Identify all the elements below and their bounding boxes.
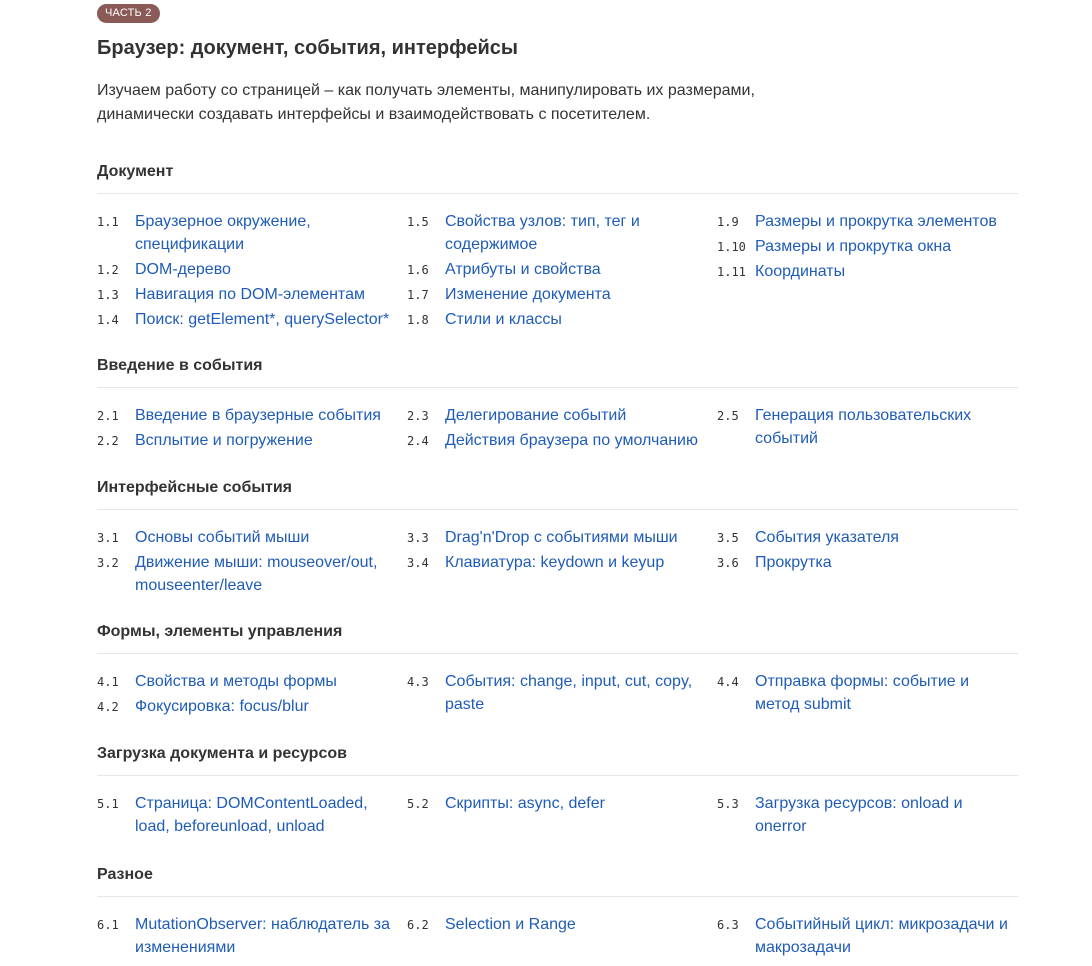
chapter-item <box>97 792 397 838</box>
chapter-number: 4.1 <box>97 675 119 689</box>
chapter-link[interactable]: Клавиатура: keydown и keyup <box>445 554 665 571</box>
section-title: Интерфейсные события <box>97 479 292 496</box>
column-3 <box>717 526 1017 576</box>
chapter-number: 6.2 <box>407 918 429 932</box>
chapter-link[interactable]: Отправка формы: событие и метод submit <box>755 673 970 713</box>
chapter-number: 1.2 <box>97 263 119 277</box>
column-1 <box>97 792 397 840</box>
chapter-item <box>407 283 707 306</box>
section-title: Формы, элементы управления <box>97 623 343 640</box>
chapter-number: 3.4 <box>407 556 429 570</box>
chapter-number: 1.6 <box>407 263 429 277</box>
chapter-link[interactable]: MutationObserver: наблюдатель за изменениями <box>135 916 390 956</box>
chapter-number: 3.3 <box>407 531 429 545</box>
chapter-item <box>97 526 397 549</box>
chapter-link[interactable]: Навигация по DOM-элементам <box>135 286 365 303</box>
column-3 <box>717 404 1017 452</box>
chapter-item <box>407 670 707 716</box>
chapter-link[interactable]: Изменение документа <box>445 286 611 303</box>
column-1 <box>97 404 397 454</box>
chapter-item <box>717 210 1017 233</box>
chapter-number: 4.3 <box>407 675 429 689</box>
section-6 <box>97 864 1018 956</box>
chapter-link[interactable]: Страница: DOMContentLoaded, load, beforeunload, unload <box>135 795 368 835</box>
column-1 <box>97 913 397 961</box>
chapter-link[interactable]: Фокусировка: focus/blur <box>135 698 309 715</box>
chapter-link[interactable]: Атрибуты и свойства <box>445 261 601 278</box>
chapter-item <box>97 404 397 427</box>
section-divider <box>97 387 1018 388</box>
column-3 <box>717 210 1017 285</box>
chapter-link[interactable]: Прокрутка <box>755 554 832 571</box>
chapter-link[interactable]: Свойства узлов: тип, тег и содержимое <box>445 213 640 253</box>
section-2 <box>97 355 1018 449</box>
column-1 <box>97 210 397 333</box>
chapter-number: 3.6 <box>717 556 739 570</box>
chapter-item <box>717 670 1017 716</box>
chapter-link[interactable]: Свойства и методы формы <box>135 673 337 690</box>
chapter-link[interactable]: Размеры и прокрутка окна <box>755 238 952 255</box>
chapter-item <box>717 235 1017 258</box>
chapter-item <box>407 308 707 331</box>
chapter-number: 4.4 <box>717 675 739 689</box>
chapter-link[interactable]: События: change, input, cut, copy, paste <box>445 673 693 713</box>
chapter-number: 2.4 <box>407 434 429 448</box>
chapter-number: 2.1 <box>97 409 119 423</box>
chapter-link[interactable]: Действия браузера по умолчанию <box>445 432 698 449</box>
section-divider <box>97 775 1018 776</box>
chapter-number: 6.1 <box>97 918 119 932</box>
chapter-item <box>407 913 707 936</box>
section-1 <box>97 161 1018 328</box>
chapter-item <box>407 526 707 549</box>
chapter-link[interactable]: События указателя <box>755 529 899 546</box>
chapter-item <box>97 308 397 331</box>
chapter-number: 1.10 <box>717 240 746 254</box>
chapter-link[interactable]: Событийный цикл: микрозадачи и макрозадачи <box>755 916 1008 956</box>
chapter-item <box>97 913 397 959</box>
chapter-item <box>407 258 707 281</box>
chapter-link[interactable]: Стили и классы <box>445 311 562 328</box>
section-5 <box>97 743 1018 835</box>
chapter-item <box>717 260 1017 283</box>
chapter-item <box>717 792 1017 838</box>
chapter-number: 6.3 <box>717 918 739 932</box>
section-divider <box>97 509 1018 510</box>
chapter-link[interactable]: Браузерное окружение, спецификации <box>135 213 311 253</box>
section-title: Разное <box>97 866 153 883</box>
chapter-number: 5.1 <box>97 797 119 811</box>
chapter-link[interactable]: Drag'n'Drop с событиями мыши <box>445 529 678 546</box>
column-2 <box>407 670 707 718</box>
column-1 <box>97 670 397 720</box>
chapter-number: 1.11 <box>717 265 746 279</box>
column-2 <box>407 210 707 333</box>
section-divider <box>97 193 1018 194</box>
chapter-number: 1.4 <box>97 313 119 327</box>
part-title: Браузер: документ, события, интерфейсы <box>97 37 519 59</box>
chapter-item <box>97 258 397 281</box>
chapter-link[interactable]: Координаты <box>755 263 846 280</box>
chapter-item <box>407 551 707 574</box>
chapter-number: 4.2 <box>97 700 119 714</box>
chapter-item <box>717 551 1017 574</box>
column-3 <box>717 670 1017 718</box>
column-2 <box>407 792 707 817</box>
section-3 <box>97 477 1018 594</box>
chapter-number: 5.2 <box>407 797 429 811</box>
chapter-link[interactable]: Генерация пользовательских событий <box>755 407 972 447</box>
column-3 <box>717 913 1017 961</box>
chapter-link[interactable]: Загрузка ресурсов: onload и onerror <box>755 795 963 835</box>
chapter-link[interactable]: Скрипты: async, defer <box>445 795 605 812</box>
chapter-number: 3.1 <box>97 531 119 545</box>
chapter-number: 5.3 <box>717 797 739 811</box>
chapter-link[interactable]: Всплытие и погружение <box>135 432 313 449</box>
part-intro: Изучаем работу со страницей – как получать элементы, манипулировать их размерами, динамически создавать интерфейсы и взаимодействовать с посетителем. <box>97 82 755 123</box>
chapter-item <box>407 404 707 427</box>
chapter-link[interactable]: Поиск: getElement*, querySelector* <box>135 311 390 328</box>
chapter-item <box>97 670 397 693</box>
chapter-item <box>717 404 1017 450</box>
section-title: Загрузка документа и ресурсов <box>97 745 347 762</box>
chapter-link[interactable]: DOM-дерево <box>135 261 231 278</box>
chapter-item <box>407 429 707 452</box>
chapter-item <box>407 792 707 815</box>
section-title: Документ <box>97 163 174 180</box>
chapter-link[interactable]: Selection и Range <box>445 916 576 933</box>
chapter-link[interactable]: Введение в браузерные события <box>135 407 381 424</box>
section-divider <box>97 896 1018 897</box>
chapter-number: 2.2 <box>97 434 119 448</box>
part-badge: ЧАСТЬ 2 <box>97 4 160 23</box>
chapter-link[interactable]: Размеры и прокрутка элементов <box>755 213 997 230</box>
section-4 <box>97 621 1018 715</box>
chapter-number: 2.5 <box>717 409 739 423</box>
chapter-item <box>717 526 1017 549</box>
column-2 <box>407 913 707 938</box>
chapter-number: 1.9 <box>717 215 739 229</box>
chapter-item <box>97 695 397 718</box>
column-2 <box>407 404 707 454</box>
chapter-number: 3.5 <box>717 531 739 545</box>
chapter-number: 2.3 <box>407 409 429 423</box>
chapter-link[interactable]: Делегирование событий <box>445 407 627 424</box>
chapter-number: 1.1 <box>97 215 119 229</box>
column-3 <box>717 792 1017 840</box>
chapter-link[interactable]: Основы событий мыши <box>135 529 310 546</box>
column-2 <box>407 526 707 576</box>
chapter-number: 1.5 <box>407 215 429 229</box>
column-1 <box>97 526 397 599</box>
chapter-number: 1.8 <box>407 313 429 327</box>
section-divider <box>97 653 1018 654</box>
chapter-number: 1.3 <box>97 288 119 302</box>
chapter-link[interactable]: Движение мыши: mouseover/out, mouseenter/leave <box>135 554 378 594</box>
chapter-item <box>97 283 397 306</box>
chapter-item <box>407 210 707 256</box>
chapter-item <box>97 210 397 256</box>
chapter-item <box>97 551 397 597</box>
chapter-number: 3.2 <box>97 556 119 570</box>
section-title: Введение в события <box>97 357 263 374</box>
chapter-item <box>717 913 1017 959</box>
chapter-item <box>97 429 397 452</box>
chapter-number: 1.7 <box>407 288 429 302</box>
